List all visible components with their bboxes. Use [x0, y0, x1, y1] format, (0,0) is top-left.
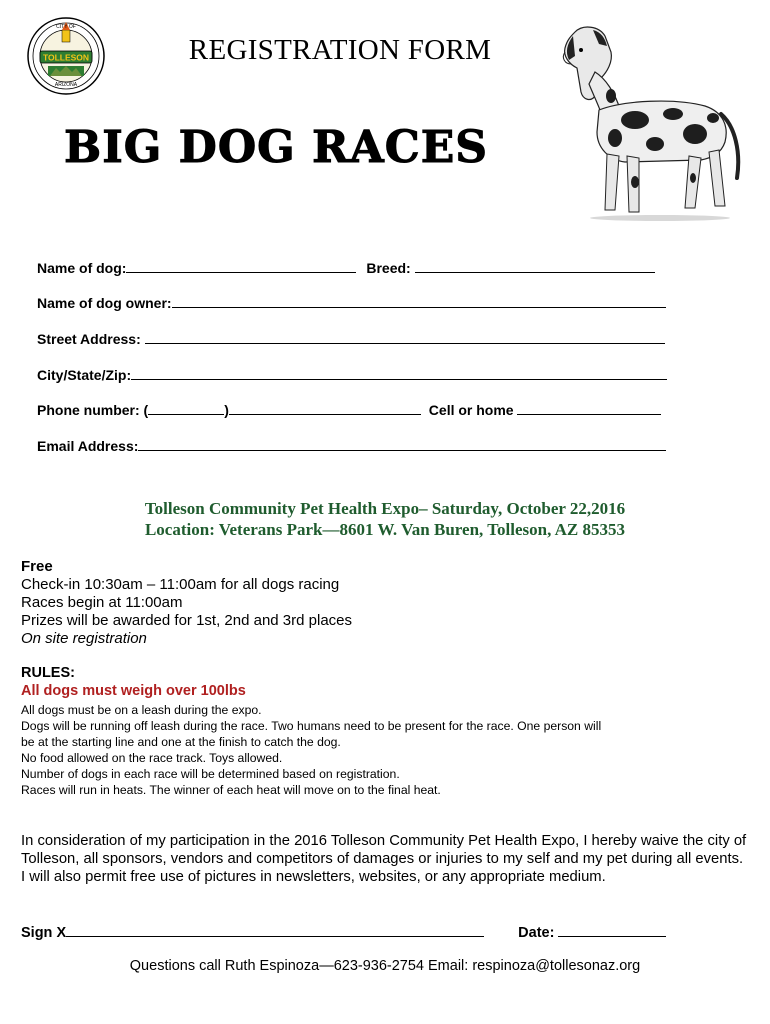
date-label: Date:	[518, 925, 555, 941]
signature-input[interactable]	[66, 922, 484, 937]
street-row	[37, 329, 665, 347]
contact-footer: Questions call Ruth Espinoza—623-936-2754 Email: respinoza@tollesonaz.org	[129, 958, 641, 974]
dog-name-row	[37, 258, 655, 276]
cell-label: Cell or home	[428, 402, 514, 418]
rule-item: All dogs must be on a leash during the expo.	[21, 703, 262, 717]
rules-heading: RULES:	[21, 665, 75, 681]
rule-item: be at the starting line and one at the finish to catch the dog.	[21, 735, 341, 749]
city-seal-logo	[26, 16, 106, 96]
svg-text:TOLLESON: TOLLESON	[42, 52, 90, 63]
city-row	[37, 365, 667, 383]
prizes-text: Prizes will be awarded for 1st, 2nd and 3rd places	[21, 612, 353, 629]
email-row	[37, 436, 666, 454]
signature-row	[21, 922, 666, 941]
checkin-text: Check-in 10:30am – 11:00am for all dogs racing	[21, 576, 340, 593]
svg-text:CITY OF: CITY OF	[56, 24, 76, 30]
free-label: Free	[21, 558, 53, 575]
rules-warning: All dogs must weigh over 100lbs	[21, 683, 246, 699]
owner-input[interactable]	[172, 293, 666, 308]
great-dane-dog-image	[555, 22, 745, 222]
street-input[interactable]	[145, 329, 665, 344]
rule-item: Number of dogs in each race will be determined based on registration.	[21, 767, 400, 781]
email-input[interactable]	[138, 436, 666, 451]
phone-input[interactable]	[229, 400, 421, 415]
event-info	[21, 558, 352, 648]
cell-input[interactable]	[517, 400, 661, 415]
expo-date: Tolleson Community Pet Health Expo– Saturday, October 22,2016	[144, 499, 626, 518]
breed-label: Breed:	[366, 260, 411, 276]
owner-row	[37, 293, 666, 311]
rule-item: Races will run in heats. The winner of each heat will move on to the final heat.	[21, 783, 441, 797]
breed-input[interactable]	[415, 258, 655, 273]
expo-location: Location: Veterans Park—8601 W. Van Buren, Tolleson, AZ 85353	[144, 520, 626, 539]
waiver-text: In consideration of my participation in the 2016 Tolleson Community Pet Health Expo, I hereby waive the city of Tolleson, all sponsors, vendors and competitors of damages or injuries to my self and my pet during all events. I will also permit free use of pictures in newsletters, websites, or any appropriate medium.	[21, 833, 747, 885]
rule-item: No food allowed on the race track. Toys allowed.	[21, 751, 283, 765]
form-title: REGISTRATION FORM	[188, 34, 492, 66]
races-text: Races begin at 11:00am	[21, 594, 183, 611]
area-code-input[interactable]	[148, 400, 224, 415]
city-input[interactable]	[131, 365, 667, 380]
owner-label: Name of dog owner:	[37, 295, 172, 311]
sign-label: Sign X	[21, 925, 67, 941]
city-label: City/State/Zip:	[37, 367, 132, 383]
street-label: Street Address:	[37, 331, 141, 347]
onsite-text: On site registration	[21, 630, 147, 647]
dog-name-input[interactable]	[126, 258, 356, 273]
phone-row	[37, 400, 661, 418]
svg-text:ARIZONA: ARIZONA	[54, 82, 78, 88]
date-input[interactable]	[558, 922, 666, 937]
dog-name-label: Name of dog:	[37, 260, 127, 276]
event-title: BIG DOG RACES	[64, 122, 489, 173]
phone-label: Phone number: (	[37, 402, 149, 418]
email-label: Email Address:	[37, 438, 139, 454]
rules-list	[21, 702, 601, 798]
phone-paren: )	[224, 402, 229, 418]
rule-item: Dogs will be running off leash during the race. Two humans need to be present for the race. One person will	[21, 719, 602, 733]
